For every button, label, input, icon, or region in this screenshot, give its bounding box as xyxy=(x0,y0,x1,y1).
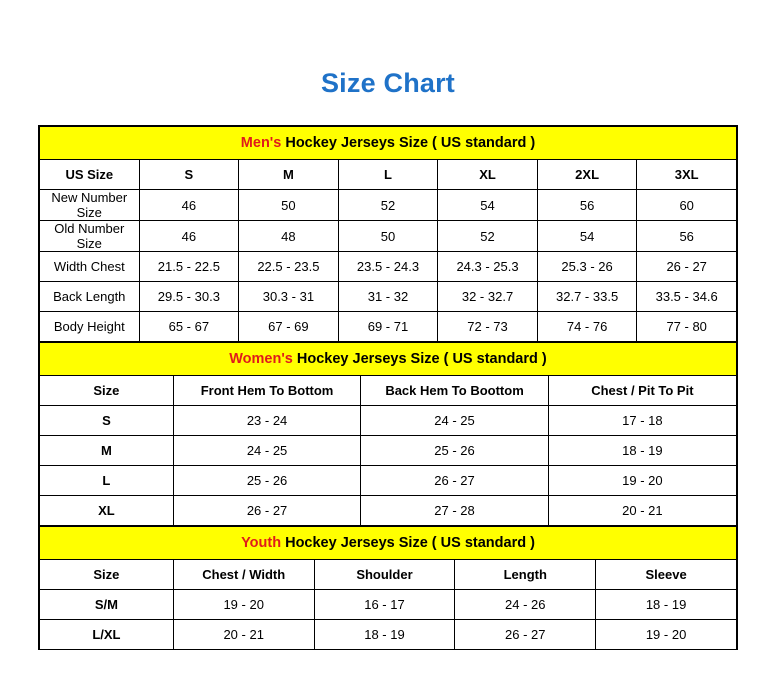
mens-row0-cell1: 46 xyxy=(139,190,239,221)
section-mens xyxy=(39,126,737,342)
youth-row0-cell4: 18 - 19 xyxy=(596,590,737,620)
mens-header-cell-0: US Size xyxy=(40,160,140,190)
womens-header-cell-3: Chest / Pit To Pit xyxy=(548,376,736,406)
womens-banner-accent: Women's xyxy=(229,351,293,367)
youth-header-cell-4: Sleeve xyxy=(596,560,737,590)
mens-row2-cell5: 25.3 - 26 xyxy=(537,252,637,282)
youth-row1-cell4: 19 - 20 xyxy=(596,620,737,650)
section-youth xyxy=(39,526,737,650)
mens-row0-cell5: 56 xyxy=(537,190,637,221)
womens-row1-cell3: 18 - 19 xyxy=(548,436,736,466)
table-banner-row xyxy=(40,343,737,376)
womens-row3-label: XL xyxy=(40,496,174,526)
womens-row3-cell2: 27 - 28 xyxy=(361,496,548,526)
mens-row1-cell4: 52 xyxy=(438,221,538,252)
mens-row4-cell5: 74 - 76 xyxy=(537,312,637,342)
mens-row4-cell2: 67 - 69 xyxy=(239,312,339,342)
womens-row3-cell3: 20 - 21 xyxy=(548,496,736,526)
mens-row4-cell4: 72 - 73 xyxy=(438,312,538,342)
youth-row0-label: S/M xyxy=(40,590,174,620)
table-row xyxy=(40,190,737,221)
mens-row2-cell3: 23.5 - 24.3 xyxy=(338,252,438,282)
womens-row0-label: S xyxy=(40,406,174,436)
youth-row0-cell2: 16 - 17 xyxy=(314,590,455,620)
youth-banner-rest: Hockey Jerseys Size ( US standard ) xyxy=(281,535,535,551)
mens-banner xyxy=(40,127,737,160)
table-header-row xyxy=(40,560,737,590)
table-header-row xyxy=(40,160,737,190)
youth-header-cell-0: Size xyxy=(40,560,174,590)
mens-row3-cell5: 32.7 - 33.5 xyxy=(537,282,637,312)
mens-row4-cell1: 65 - 67 xyxy=(139,312,239,342)
table-banner-row xyxy=(40,127,737,160)
womens-row3-cell1: 26 - 27 xyxy=(173,496,360,526)
mens-row0-label: New Number Size xyxy=(40,190,140,221)
womens-row2-label: L xyxy=(40,466,174,496)
mens-banner-accent: Men's xyxy=(240,135,282,151)
womens-header-cell-0: Size xyxy=(40,376,174,406)
mens-row1-cell5: 54 xyxy=(537,221,637,252)
table-row xyxy=(40,282,737,312)
youth-header-cell-1: Chest / Width xyxy=(173,560,314,590)
mens-row3-cell4: 32 - 32.7 xyxy=(438,282,538,312)
page-title: Size Chart xyxy=(320,68,456,98)
mens-header-cell-3: L xyxy=(338,160,438,190)
womens-header-cell-2: Back Hem To Boottom xyxy=(361,376,548,406)
womens-size-table xyxy=(39,342,737,526)
mens-row1-cell2: 48 xyxy=(239,221,339,252)
youth-size-table xyxy=(39,526,737,650)
table-row xyxy=(40,466,737,496)
youth-row1-cell1: 20 - 21 xyxy=(173,620,314,650)
mens-row2-cell6: 26 - 27 xyxy=(637,252,737,282)
womens-row0-cell2: 24 - 25 xyxy=(361,406,548,436)
youth-row1-cell3: 26 - 27 xyxy=(455,620,596,650)
table-row xyxy=(40,496,737,526)
mens-row2-cell2: 22.5 - 23.5 xyxy=(239,252,339,282)
womens-row2-cell1: 25 - 26 xyxy=(173,466,360,496)
mens-row1-cell6: 56 xyxy=(637,221,737,252)
youth-row0-cell3: 24 - 26 xyxy=(455,590,596,620)
mens-row3-label: Back Length xyxy=(40,282,140,312)
mens-header-cell-5: 2XL xyxy=(537,160,637,190)
youth-banner-accent: Youth xyxy=(241,535,282,551)
womens-row0-cell1: 23 - 24 xyxy=(173,406,360,436)
section-womens xyxy=(39,342,737,526)
womens-row1-cell1: 24 - 25 xyxy=(173,436,360,466)
womens-banner-rest: Hockey Jerseys Size ( US standard ) xyxy=(292,351,547,367)
table-row xyxy=(40,590,737,620)
mens-header-cell-1: S xyxy=(139,160,239,190)
mens-header-cell-2: M xyxy=(239,160,339,190)
mens-row0-cell6: 60 xyxy=(637,190,737,221)
mens-banner-rest: Hockey Jerseys Size ( US standard ) xyxy=(281,135,536,151)
womens-banner xyxy=(40,343,737,376)
youth-banner xyxy=(40,527,737,560)
womens-row1-label: M xyxy=(40,436,174,466)
mens-row4-cell6: 77 - 80 xyxy=(637,312,737,342)
size-chart-container xyxy=(38,125,738,650)
mens-header-cell-6: 3XL xyxy=(637,160,737,190)
mens-row1-cell1: 46 xyxy=(139,221,239,252)
table-row xyxy=(40,312,737,342)
mens-row3-cell2: 30.3 - 31 xyxy=(239,282,339,312)
mens-row3-cell3: 31 - 32 xyxy=(338,282,438,312)
table-row xyxy=(40,406,737,436)
table-banner-row xyxy=(40,527,737,560)
mens-header-cell-4: XL xyxy=(438,160,538,190)
youth-row0-cell1: 19 - 20 xyxy=(173,590,314,620)
mens-row0-cell2: 50 xyxy=(239,190,339,221)
youth-header-cell-2: Shoulder xyxy=(314,560,455,590)
youth-row1-cell2: 18 - 19 xyxy=(314,620,455,650)
womens-row1-cell2: 25 - 26 xyxy=(361,436,548,466)
table-row xyxy=(40,221,737,252)
mens-row1-label: Old Number Size xyxy=(40,221,140,252)
mens-row2-label: Width Chest xyxy=(40,252,140,282)
youth-row1-label: L/XL xyxy=(40,620,174,650)
youth-header-cell-3: Length xyxy=(455,560,596,590)
mens-row1-cell3: 50 xyxy=(338,221,438,252)
table-header-row xyxy=(40,376,737,406)
womens-header-cell-1: Front Hem To Bottom xyxy=(173,376,360,406)
womens-row0-cell3: 17 - 18 xyxy=(548,406,736,436)
mens-row3-cell1: 29.5 - 30.3 xyxy=(139,282,239,312)
table-row xyxy=(40,252,737,282)
womens-row2-cell2: 26 - 27 xyxy=(361,466,548,496)
mens-row0-cell4: 54 xyxy=(438,190,538,221)
mens-row4-cell3: 69 - 71 xyxy=(338,312,438,342)
table-row xyxy=(40,620,737,650)
mens-row3-cell6: 33.5 - 34.6 xyxy=(637,282,737,312)
mens-row0-cell3: 52 xyxy=(338,190,438,221)
mens-row2-cell4: 24.3 - 25.3 xyxy=(438,252,538,282)
table-row xyxy=(40,436,737,466)
mens-size-table xyxy=(39,126,737,342)
womens-row2-cell3: 19 - 20 xyxy=(548,466,736,496)
mens-row2-cell1: 21.5 - 22.5 xyxy=(139,252,239,282)
mens-row4-label: Body Height xyxy=(40,312,140,342)
